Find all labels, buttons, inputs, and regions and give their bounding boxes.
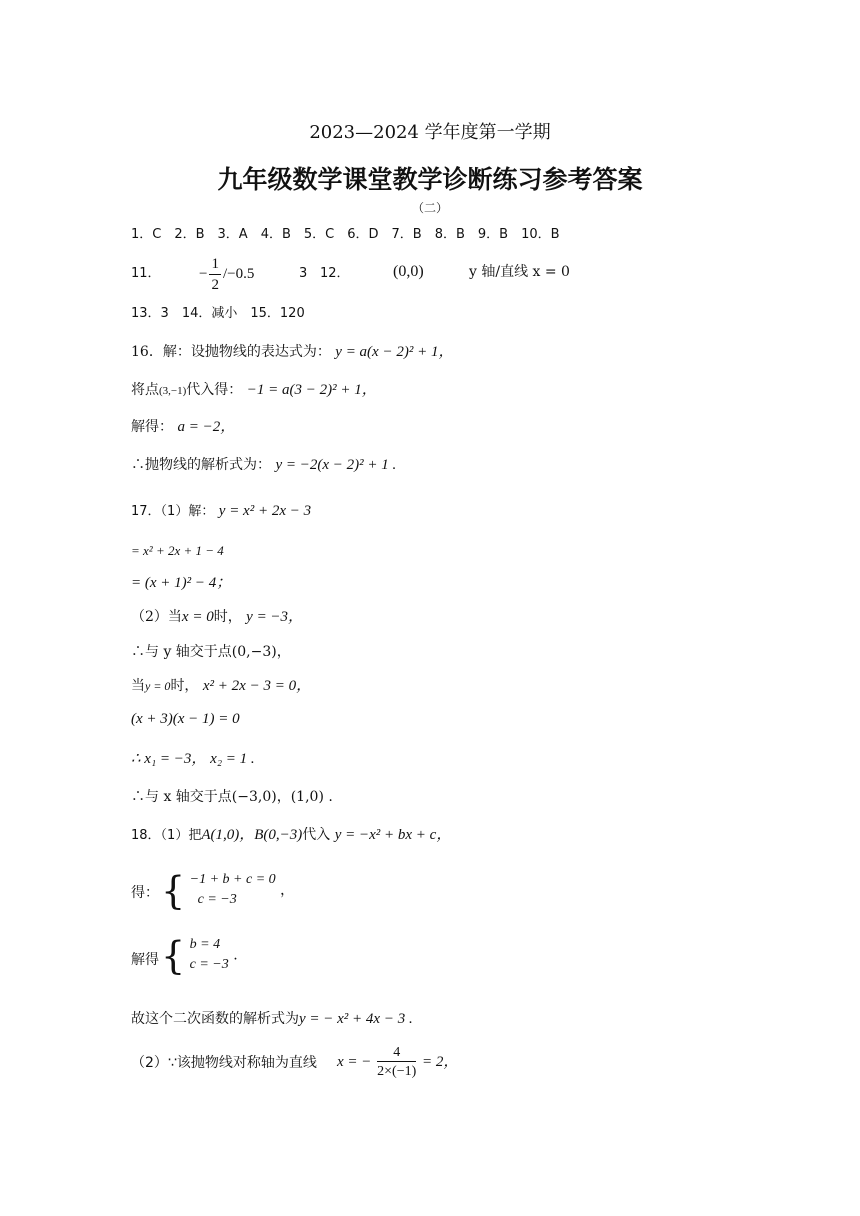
q17-line9: ∴与 x 轴交于点(−3,0)，(1,0) . [131,789,333,805]
q12-answer: (0,0) [393,263,424,280]
q16-l4-math: y = −2(x − 2)² + 1 . [275,457,397,473]
q17-line1 [131,504,311,519]
q17-l6-text2: 时， [170,678,199,694]
q16-l3-text: 解得： [131,419,173,435]
page-subtitle: （二） [411,201,448,215]
q11-second: 3 [299,266,308,281]
q13-15-answers: 13．3 14．减小 15．120 [131,306,305,321]
q18-l5-tail: = 2， [422,1053,459,1070]
q17-line5: ∴与 y 轴交于点(0,−3)， [131,644,291,660]
q18-l5-numerator: 4 [377,1045,416,1062]
q16-point: (3,−1) [159,385,187,397]
q18-line4 [131,1012,413,1027]
q18-l3-tail: . [233,947,238,964]
q18-l5-denominator: 2×(−1) [377,1064,417,1080]
q17-line8: ∴ x₁ = −3， x₂ = 1 . [131,751,255,767]
q16-line4 [131,458,396,473]
q18-system [161,870,294,911]
choice-answers: 1．C 2．B 3．A 4．B 5．C 6．D 7．B 8．B 9．B 10．B [131,227,560,242]
q11-label: 11． [131,266,161,281]
year-heading: 2023—2024 学年度第一学期 [309,122,551,143]
q16-line3 [131,420,235,435]
q18-eq1: −1 + b + c = 0 [189,872,276,887]
q16-math: y = a(x − 2)² + 1， [335,344,454,360]
q16-line2 [131,383,377,398]
q17-l4-math2: y = −3， [246,609,304,625]
q18-l5-math: x = − [337,1053,372,1070]
q18-text: 18．（1）把 [131,828,202,843]
q18-l2-text: 得： [131,885,159,901]
q16-l3-math: a = −2， [177,419,236,435]
q16-l4-text: ∴抛物线的解析式为： [131,457,271,473]
q17-math: y = x² + 2x − 3 [218,503,312,519]
q18-l4-text: 故这个二次函数的解析式为 [131,1011,299,1027]
left-brace-icon: { [161,868,186,913]
q18-function: y = −x² + bx + c， [334,827,452,843]
q11-denominator: 2 [211,276,219,293]
q16-line1 [131,345,453,360]
q17-line4 [131,610,303,625]
q16-text: 16．解：设抛物线的表达式为： [131,344,331,360]
q17-l6-math1: y = 0 [145,679,171,693]
q18-solution [161,935,238,976]
q17-l4-text2: 时， [213,609,242,625]
page-title: 九年级数学课堂教学诊断练习参考答案 [217,165,643,194]
q18-line1 [131,828,451,843]
q11-answer: − $\frac{1}{2}$ /−0.5 [199,256,255,293]
q18-axis-formula [337,1045,458,1080]
q18-sol1: b = 4 [189,937,221,952]
q17-line2: = x² + 2x + 1 − 4 [131,543,224,558]
q11-alt: /−0.5 [222,265,255,282]
q16-l2-text: 将点 [131,382,159,398]
q18-l2-tail: ， [280,882,295,899]
left-brace-icon: { [161,933,186,978]
q17-line3: = (x + 1)² − 4； [131,575,232,591]
q11-numerator: 1 [209,256,221,275]
q18-l5-text: （2）∵该抛物线对称轴为直线 [131,1055,317,1071]
q17-line7: (x + 3)(x − 1) = 0 [131,711,240,727]
q18-l4-math: y = − x² + 4x − 3 . [299,1011,413,1027]
q12-axis: y 轴/直线 x = 0 [469,264,570,280]
q12-label: 12． [320,266,350,281]
q17-l4-math1: x = 0 [181,609,214,625]
q17-text: 17．（1）解： [131,504,215,519]
q18-points: A(1,0)，B(0,−3) [201,827,303,843]
q17-l6-math2: x² + 2x − 3 = 0， [202,678,312,694]
q16-l2-text2: 代入得： [186,382,243,398]
q18-sol2: c = −3 [189,957,229,973]
q18-eq2: c = −3 [197,892,237,908]
q17-l4-text: （2）当 [131,609,182,625]
q17-l6-text: 当 [131,678,145,694]
q16-l2-math: −1 = a(3 − 2)² + 1， [246,382,377,398]
q17-line6 [131,679,311,694]
q18-l3-text: 解得 [131,952,159,968]
q18-text2: 代入 [302,827,331,843]
